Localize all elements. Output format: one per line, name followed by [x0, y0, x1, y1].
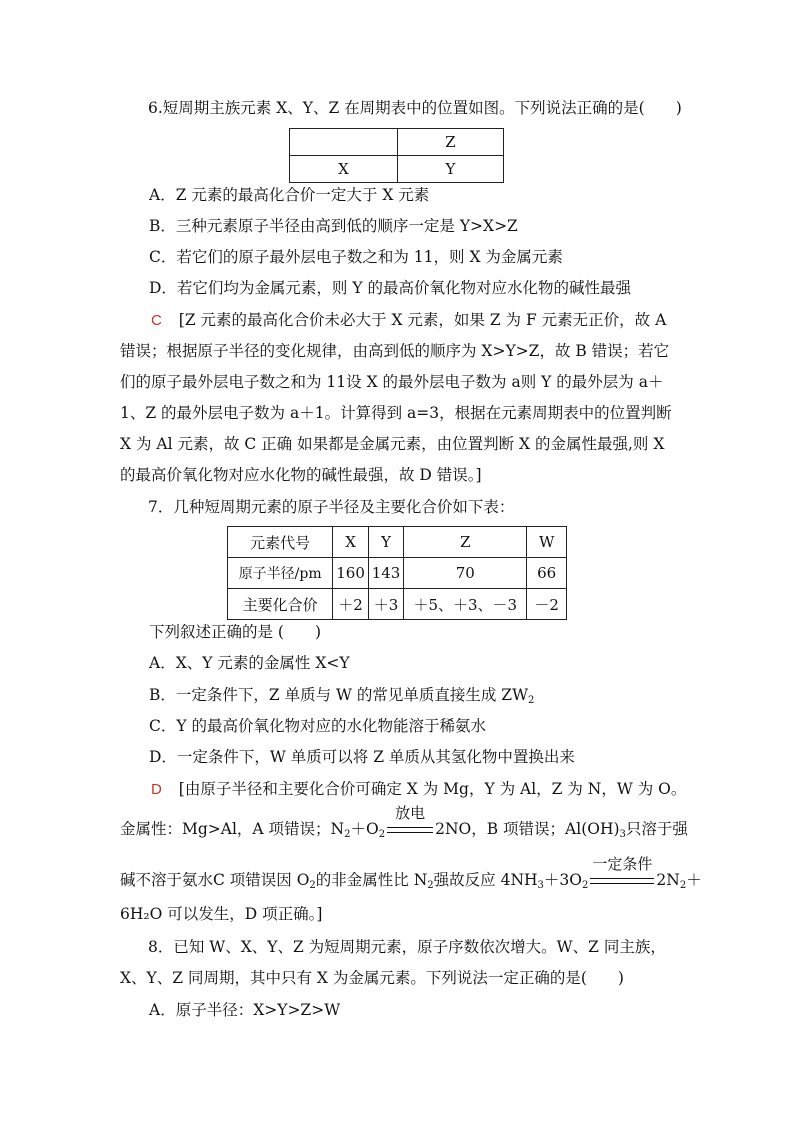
q6-option-a: A．Z 元素的最高化合价一定大于 X 元素: [149, 186, 430, 204]
q6-position-table: [289, 128, 504, 183]
q7-header-x: X: [333, 527, 368, 558]
q6-explanation-line5: X 为 Al 元素，故 C 正确 如果都是金属元素，由位置判断 X 的金属性最强,则 X: [120, 435, 665, 453]
q7-explanation-line4: 6H₂O 可以发生，D 项正确。]: [120, 905, 323, 923]
q7-valence-label: 主要化合价: [228, 589, 333, 620]
condition-arrow: [590, 855, 654, 891]
q7-explanation-line3: 碱不溶于氨水C 项错误因 $O_2$的非金属性比 $N_2$强故反应 $4NH_3+3O_2$ 一定条件 $2N_2+$: [120, 855, 702, 891]
condition-discharge: 放电: [395, 804, 426, 822]
q7-header-z: Z: [404, 527, 527, 558]
q7-option-d: D．一定条件下，W 单质可以将 Z 单质从其氢化物中置换出来: [149, 748, 575, 766]
q7-stem: 7．几种短周期元素的原子半径及主要化合价如下表：: [148, 498, 515, 516]
q7-element-table: [227, 526, 567, 620]
q7-option-b: B．一定条件下，Z 单质与 W 的常见单质直接生成 $ZW_2$: [149, 686, 535, 706]
q6-explanation-line6: 的最高价氧化物对应水化物的碱性最强，故 D 错误。]: [120, 466, 482, 484]
q6-option-c: C．若它们的原子最外层电子数之和为 11，则 X 为金属元素: [149, 248, 563, 266]
q7-answer: D: [151, 781, 162, 798]
q7-radius-x: 160: [333, 558, 368, 589]
q7-radius-y: 143: [368, 558, 403, 589]
q6-explanation-line4: 1、Z 的最外层电子数为 a＋1。计算得到 a=3，根据在元素周期表中的位置判断: [120, 404, 672, 422]
q7-radius-z: 70: [404, 558, 527, 589]
q7-valence-y: ＋3: [368, 589, 403, 620]
q6-option-d: D．若它们均为金属元素，则 Y 的最高价氧化物对应水化物的碱性最强: [149, 279, 632, 297]
q6-cell-x: X: [290, 156, 398, 183]
q7-exp1: [由原子半径和主要化合价可确定 X 为 Mg，Y 为 Al，Z 为 N，W 为 O。: [178, 780, 687, 798]
q7-radius-label: 原子半径/pm: [228, 558, 333, 589]
q7-header-code: 元素代号: [228, 527, 333, 558]
q6-cell-empty: [290, 129, 398, 156]
q7-header-w: W: [527, 527, 567, 558]
q6-answer: C: [151, 312, 162, 329]
q6-explanation-line1: [151, 309, 666, 332]
q7-valence-z: ＋5、＋3、－3: [404, 589, 527, 620]
q8-option-a: A．原子半径：X>Y>Z>W: [149, 1001, 341, 1019]
q6-explanation-line3: 们的原子最外层电子数之和为 11设 X 的最外层电子数为 a则 Y 的最外层为 a＋: [120, 373, 664, 391]
q7-lead: 下列叙述正确的是 ( ): [149, 623, 322, 641]
discharge-arrow: [387, 804, 433, 840]
q6-cell-y: Y: [398, 156, 504, 183]
q6-exp1: [Z 元素的最高化合价未必大于 X 元素，如果 Z 为 F 元素无正价，故 A: [178, 311, 667, 329]
q7-radius-w: 66: [527, 558, 567, 589]
q6-cell-z: Z: [398, 129, 504, 156]
q6-explanation-line2: 错误；根据原子半径的变化规律，由高到低的顺序为 X>Y>Z，故 B 错误；若它: [120, 342, 670, 360]
q8-stem-line1: 8．已知 W、X、Y、Z 为短周期元素，原子序数依次增大。W、Z 同主族，: [148, 938, 666, 956]
q7-option-a: A．X、Y 元素的金属性 X<Y: [149, 654, 350, 672]
q6-stem: 6.短周期主族元素 X、Y、Z 在周期表中的位置如图。下列说法正确的是( ): [148, 99, 682, 117]
q7-valence-x: ＋2: [333, 589, 368, 620]
condition-label: 一定条件: [592, 855, 653, 873]
q7-explanation-line2: 金属性：Mg>Al，A 项错误；$N_2+O_2$ 放电 2NO，B 项错误；$Al(OH)_3$只溶于强: [120, 804, 688, 840]
q7-explanation-line1: [151, 778, 686, 801]
q7-valence-w: －2: [527, 589, 567, 620]
q6-option-b: B．三种元素原子半径由高到低的顺序一定是 Y>X>Z: [149, 217, 518, 235]
q7-option-c: C．Y 的最高价氧化物对应的水化物能溶于稀氨水: [149, 717, 487, 735]
q7-header-y: Y: [368, 527, 403, 558]
q8-stem-line2: X、Y、Z 同周期，其中只有 X 为金属元素。下列说法一定正确的是( ): [120, 969, 624, 987]
